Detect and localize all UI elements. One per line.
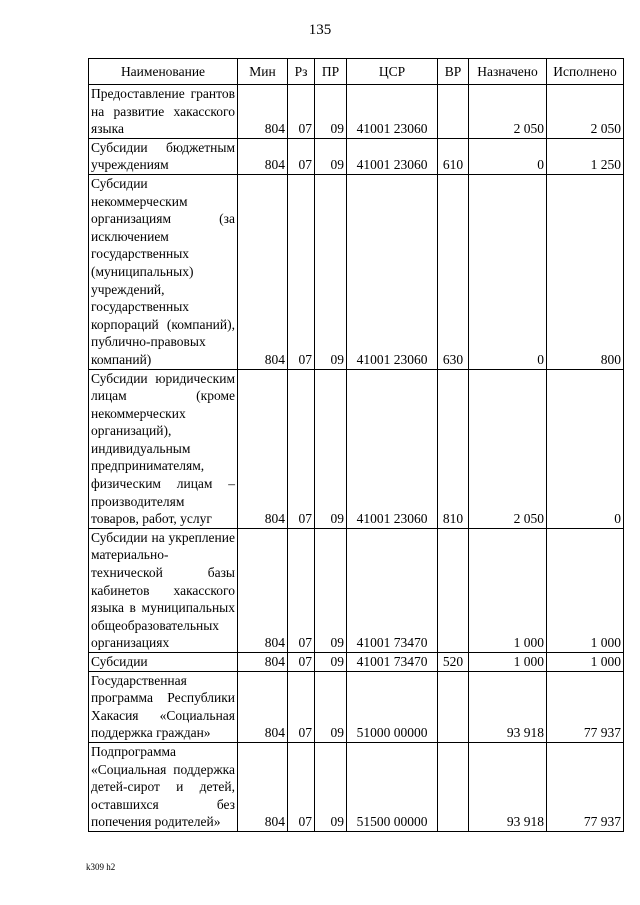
row-pr: 09 <box>315 85 347 139</box>
header-vr: ВР <box>438 59 469 85</box>
table-row <box>89 528 624 652</box>
row-rz: 07 <box>288 174 315 369</box>
row-csr: 41001 73470 <box>347 528 438 652</box>
row-pr: 09 <box>315 369 347 528</box>
row-executed: 77 937 <box>547 742 624 831</box>
row-pr: 09 <box>315 174 347 369</box>
row-csr: 41001 23060 <box>347 138 438 174</box>
row-assigned: 0 <box>469 138 547 174</box>
header-pr: ПР <box>315 59 347 85</box>
row-vr: 520 <box>438 653 469 672</box>
row-executed: 800 <box>547 174 624 369</box>
row-assigned: 2 050 <box>469 369 547 528</box>
row-csr: 41001 73470 <box>347 653 438 672</box>
row-pr: 09 <box>315 671 347 742</box>
row-pr: 09 <box>315 653 347 672</box>
row-vr <box>438 528 469 652</box>
header-rz: Рз <box>288 59 315 85</box>
row-csr: 51500 00000 <box>347 742 438 831</box>
row-assigned: 0 <box>469 174 547 369</box>
row-min: 804 <box>238 742 288 831</box>
row-executed: 77 937 <box>547 671 624 742</box>
header-assigned: Назначено <box>469 59 547 85</box>
row-vr <box>438 671 469 742</box>
row-rz: 07 <box>288 653 315 672</box>
row-name: Субсидии бюджетным учреждениям <box>89 138 238 174</box>
row-min: 804 <box>238 671 288 742</box>
row-csr: 51000 00000 <box>347 671 438 742</box>
row-min: 804 <box>238 138 288 174</box>
row-executed: 1 000 <box>547 653 624 672</box>
header-name: Наименование <box>89 59 238 85</box>
table-row <box>89 138 624 174</box>
row-rz: 07 <box>288 671 315 742</box>
row-vr <box>438 742 469 831</box>
row-name: Предоставление грантов на развитие хакасского языка <box>89 85 238 139</box>
row-pr: 09 <box>315 742 347 831</box>
row-name: Субсидии на укрепление материально-технической базы кабинетов хакасского языка в муниципальных общеобразовательных организациях <box>89 528 238 652</box>
row-rz: 07 <box>288 528 315 652</box>
row-vr: 810 <box>438 369 469 528</box>
row-csr: 41001 23060 <box>347 85 438 139</box>
footer-code: k309 h2 <box>86 862 116 872</box>
header-min: Мин <box>238 59 288 85</box>
row-assigned: 93 918 <box>469 671 547 742</box>
row-assigned: 1 000 <box>469 653 547 672</box>
table-row <box>89 174 624 369</box>
row-min: 804 <box>238 528 288 652</box>
row-rz: 07 <box>288 369 315 528</box>
row-min: 804 <box>238 653 288 672</box>
table-header-row <box>89 59 624 85</box>
row-assigned: 1 000 <box>469 528 547 652</box>
row-name: Государственная программа Республики Хакасия «Социальная поддержка граждан» <box>89 671 238 742</box>
page-number: 135 <box>308 22 332 38</box>
row-executed: 0 <box>547 369 624 528</box>
row-executed: 2 050 <box>547 85 624 139</box>
table-row <box>89 742 624 831</box>
row-rz: 07 <box>288 85 315 139</box>
header-csr: ЦСР <box>347 59 438 85</box>
row-csr: 41001 23060 <box>347 369 438 528</box>
row-executed: 1 250 <box>547 138 624 174</box>
table-row <box>89 85 624 139</box>
row-name: Субсидии юридическим лицам (кроме некоммерческих организаций), индивидуальным предпринимателям, физическим лицам – производителям товаров, работ, услуг <box>89 369 238 528</box>
row-rz: 07 <box>288 138 315 174</box>
row-pr: 09 <box>315 138 347 174</box>
table-row <box>89 369 624 528</box>
row-vr <box>438 85 469 139</box>
row-pr: 09 <box>315 528 347 652</box>
row-vr: 630 <box>438 174 469 369</box>
row-assigned: 93 918 <box>469 742 547 831</box>
row-min: 804 <box>238 369 288 528</box>
budget-table <box>88 58 624 832</box>
row-assigned: 2 050 <box>469 85 547 139</box>
row-name: Подпрограмма «Социальная поддержка детей-сирот и детей, оставшихся без попечения родителей» <box>89 742 238 831</box>
table-row <box>89 653 624 672</box>
header-executed: Исполнено <box>547 59 624 85</box>
table-row <box>89 671 624 742</box>
row-name: Субсидии <box>89 653 238 672</box>
row-csr: 41001 23060 <box>347 174 438 369</box>
row-vr: 610 <box>438 138 469 174</box>
row-min: 804 <box>238 85 288 139</box>
row-rz: 07 <box>288 742 315 831</box>
row-min: 804 <box>238 174 288 369</box>
row-name: Субсидии некоммерческим организациям (за исключением государственных (муниципальных) учреждений, государственных корпораций (компаний), публично-правовых компаний) <box>89 174 238 369</box>
row-executed: 1 000 <box>547 528 624 652</box>
